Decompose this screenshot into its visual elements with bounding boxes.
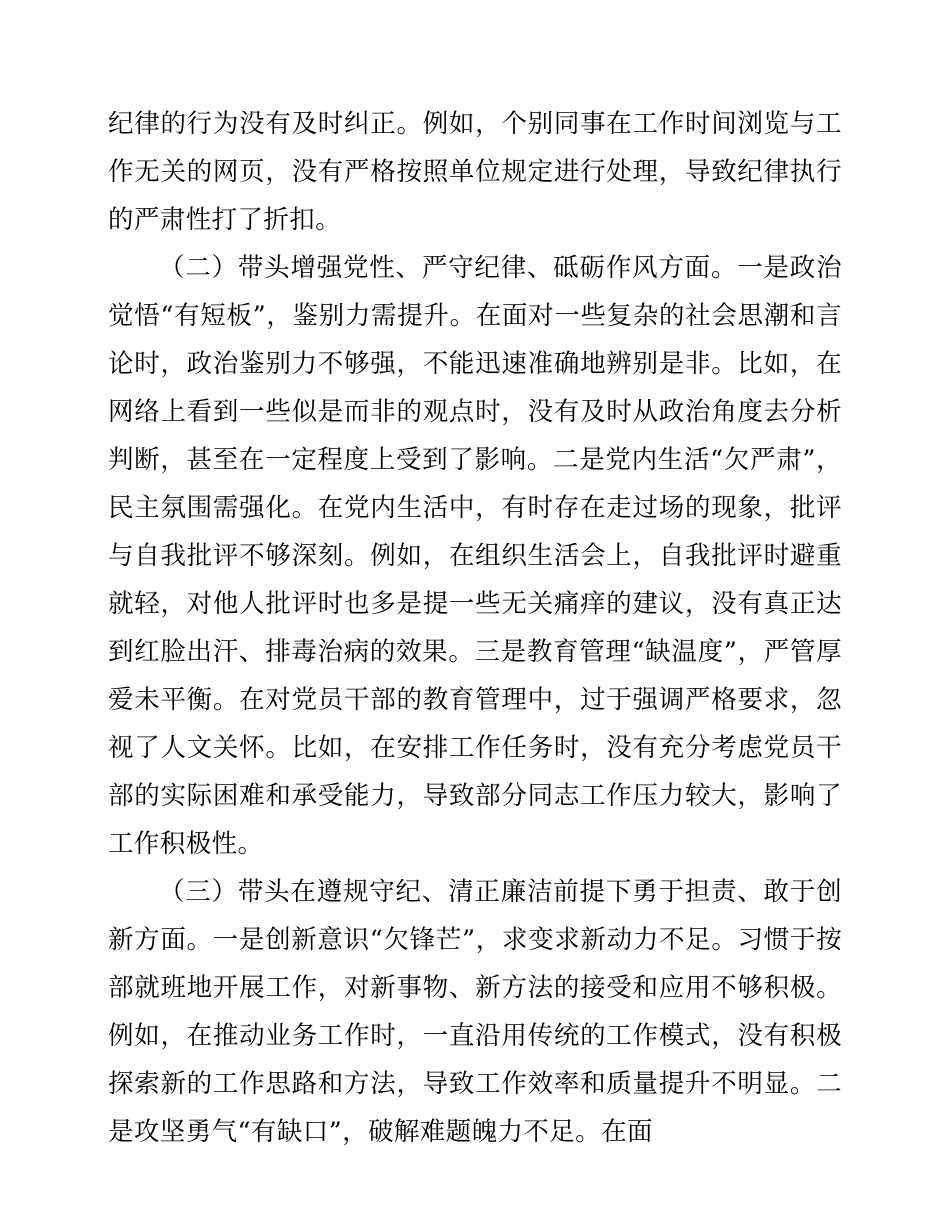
paragraph-1: 纪律的行为没有及时纠正。例如，个别同事在工作时间浏览与工作无关的网页，没有严格按照单位规定进行处理，导致纪律执行的严肃性打了折扣。	[108, 109, 842, 235]
paragraph-2: （二）带头增强党性、严守纪律、砥砺作风方面。一是政治觉悟“有短板”，鉴别力需提升。在面对一些复杂的社会思潮和言论时，政治鉴别力不够强，不能迅速准确地辨别是非。比如，在网络上看到一些似是而非的观点时，没有及时从政治角度去分析判断，甚至在一定程度上受到了影响。二是党内生活“欠严肃”，民主氛围需强化。在党内生活中，有时存在走过场的现象，批评与自我批评不够深刻。例如，在组织生活会上，自我批评时避重就轻，对他人批评时也多是提一些无关痛痒的建议，没有真正达到红脸出汗、排毒治病的效果。三是教育管理“缺温度”，严管厚爱未平衡。在对党员干部的教育管理中，过于强调严格要求，忽视了人文关怀。比如，在安排工作任务时，没有充分考虑党员干部的实际困难和承受能力，导致部分同志工作压力较大，影响了工作积极性。	[108, 253, 842, 859]
document-body	[108, 100, 842, 1156]
paragraph-3: （三）带头在遵规守纪、清正廉洁前提下勇于担责、敢于创新方面。一是创新意识“欠锋芒”，求变求新动力不足。习惯于按部就班地开展工作，对新事物、新方法的接受和应用不够积极。例如，在推动业务工作时，一直沿用传统的工作模式，没有积极探索新的工作思路和方法，导致工作效率和质量提升不明显。二是攻坚勇气“有缺口”，破解难题魄力不足。在面	[108, 877, 842, 1147]
